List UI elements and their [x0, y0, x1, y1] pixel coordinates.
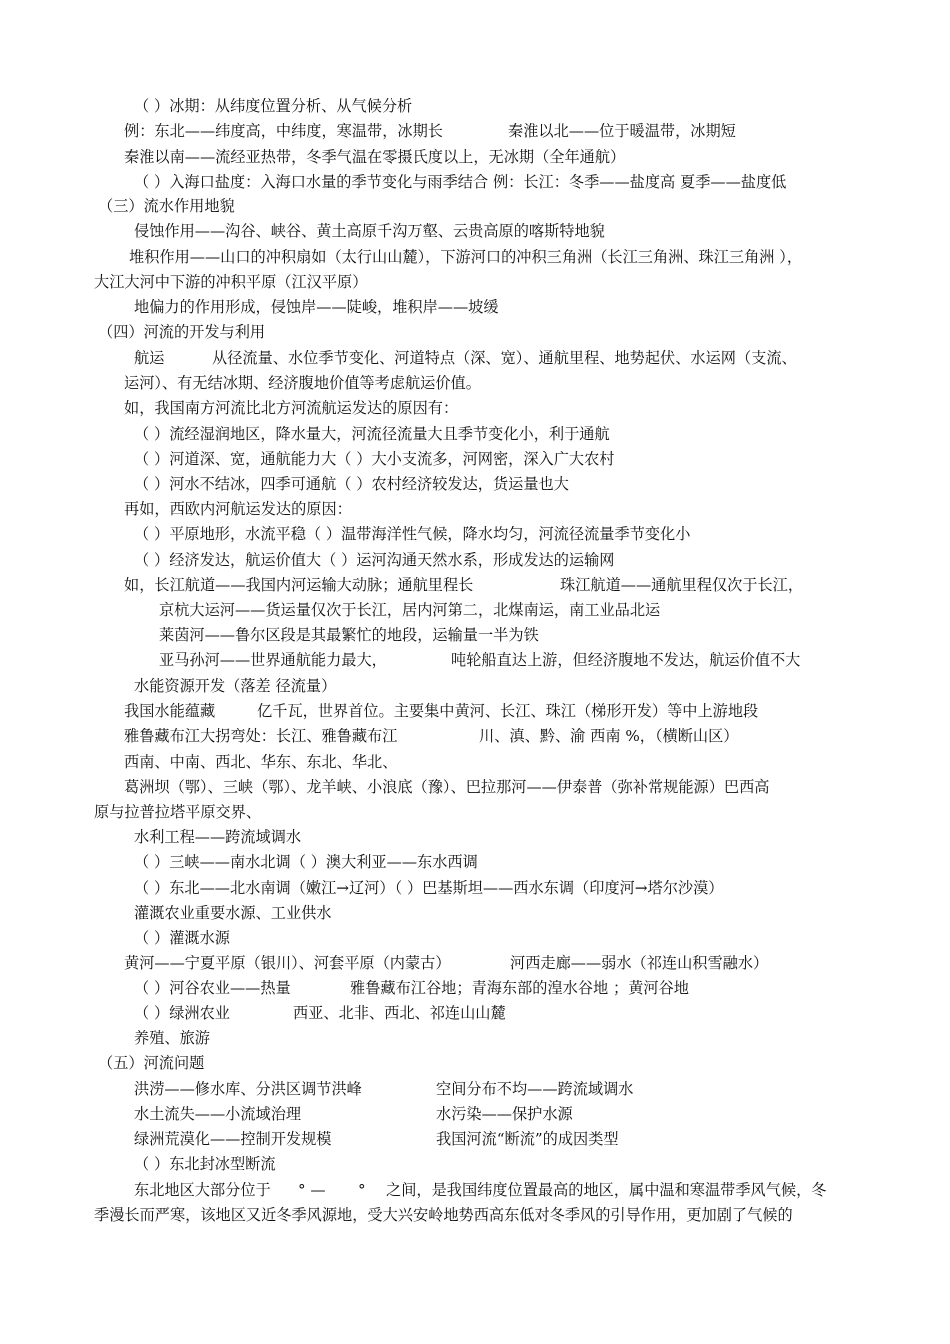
- text-segment: 灌溉农业重要水源、工业供水: [134, 904, 332, 922]
- text-segment: （四）河流的开发与利用: [98, 323, 266, 341]
- text-segment: （ ）灌溉水源: [134, 929, 230, 947]
- text-segment: 水利工程——跨流域调水: [134, 828, 302, 846]
- text-line: [134, 878, 723, 898]
- text-segment: 秦淮以北——位于暖温带，冰期短: [508, 122, 736, 140]
- text-line: [124, 752, 397, 772]
- text-segment: （ ）流经湿润地区，降水量大，河流径流量大且季节变化小，利于通航: [134, 425, 610, 443]
- text-segment: 之间，是我国纬度位置最高的地区，属中温和寒温带季风气候，冬: [386, 1181, 827, 1199]
- text-line: [134, 297, 499, 317]
- text-segment: 西南、中南、西北、华东、东北、华北、: [124, 753, 398, 771]
- text-line: [134, 524, 690, 544]
- text-segment: （ ）河水不结冰，四季可通航（ ）农村经济较发达，货运量也大: [134, 475, 569, 493]
- text-line: [134, 172, 786, 192]
- text-segment: 空间分布不均——跨流域调水: [436, 1080, 634, 1098]
- text-segment: 原与拉普拉塔平原交界、: [94, 803, 262, 821]
- text-line: [124, 499, 352, 519]
- text-segment: 吨轮船直达上游，但经济腹地不发达，航运价值不大: [451, 651, 801, 669]
- text-segment: 大江大河中下游的冲积平原（江汉平原）: [94, 273, 368, 291]
- text-segment: （五）河流问题: [98, 1054, 205, 1072]
- text-line: [134, 676, 336, 696]
- text-segment: （ ）东北——北水南调（嫩江→辽河）（ ）巴基斯坦——西水东调（印度河→塔尔沙漠）: [134, 879, 724, 897]
- text-segment: 我国河流“断流”的成因类型: [436, 1130, 619, 1148]
- text-segment: 如，长江航道——我国内河运输大动脉；通航里程长: [124, 576, 474, 594]
- text-segment: （ ）河道深、宽，通航能力大（ ）大小支流多，河网密，深入广大农村: [134, 450, 615, 468]
- text-segment: 如，我国南方河流比北方河流航运发达的原因有：: [124, 399, 459, 417]
- text-line: [134, 424, 610, 444]
- text-segment: 珠江航道——通航里程仅次于长江，: [560, 576, 803, 594]
- text-segment: （ ）三峡——南水北调（ ）澳大利亚——东水西调: [134, 853, 478, 871]
- text-line: [134, 1028, 210, 1048]
- section-heading: [98, 322, 265, 342]
- text-segment: 水能资源开发（落差 径流量）: [134, 677, 337, 695]
- text-segment: （ ）经济发达，航运价值大（ ）运河沟通天然水系，形成发达的运输网: [134, 551, 615, 569]
- text-line: [124, 147, 625, 167]
- text-segment: （ ）入海口盐度：入海口水量的季节变化与雨季结合 例：长江：冬季——盐度高 夏季——盐度低: [134, 173, 787, 191]
- text-line: [134, 550, 614, 570]
- text-line: [94, 802, 261, 822]
- text-line: [159, 600, 660, 620]
- text-segment: 水污染——保护水源: [436, 1105, 573, 1123]
- text-segment: 雅鲁藏布江大拐弯处：长江、雅鲁藏布江: [124, 727, 398, 745]
- text-line: [134, 449, 614, 469]
- text-segment: 河西走廊——弱水（祁连山积雪融水）: [510, 954, 769, 972]
- text-segment: 亿千瓦，世界首位。主要集中黄河、长江、珠江（梯形开发）等中上游地段: [257, 702, 759, 720]
- text-segment: 雅鲁藏布江谷地；青海东部的湟水谷地 ；黄河谷地: [350, 979, 689, 997]
- text-segment: 绿洲荒漠化——控制开发规模: [134, 1130, 332, 1148]
- text-segment: 水土流失——小流域治理: [134, 1105, 302, 1123]
- text-segment: 从径流量、水位季节变化、河道特点（深、宽）、通航里程、地势起伏、水运网（支流、: [212, 349, 797, 367]
- text-segment: 再如，西欧内河航运发达的原因：: [124, 500, 352, 518]
- text-segment: 地偏力的作用形成，侵蚀岸——陡峻，堆积岸——坡缓: [134, 298, 499, 316]
- text-segment: 堆积作用——山口的冲积扇如（太行山山麓），下游河口的冲积三角洲（长江三角洲、珠江三角洲 ），: [129, 248, 803, 266]
- text-segment: 运河）、有无结冰期、经济腹地价值等考虑航运价值。: [124, 374, 481, 392]
- text-segment: （ ）绿洲农业: [134, 1004, 230, 1022]
- text-line: [134, 474, 569, 494]
- text-segment: 洪涝——修水库、分洪区调节洪峰: [134, 1080, 362, 1098]
- section-heading: [98, 196, 235, 216]
- text-line: [124, 373, 481, 393]
- text-segment: ° —: [298, 1181, 326, 1199]
- text-line: [134, 221, 605, 241]
- text-segment: （ ）河谷农业——热量: [134, 979, 291, 997]
- text-segment: °: [358, 1181, 366, 1199]
- text-segment: 川、滇、黔、渝 西南 %，（横断山区）: [479, 727, 739, 745]
- text-segment: （三）流水作用地貌: [98, 197, 235, 215]
- text-segment: 西亚、北非、西北、祁连山山麓: [293, 1004, 506, 1022]
- text-line: [134, 1154, 276, 1174]
- text-line: [129, 247, 802, 267]
- text-segment: 季漫长而严寒，该地区又近冬季风源地，受大兴安岭地势西高东低对冬季风的引导作用，更加剧了气候的: [94, 1206, 793, 1224]
- text-line: [134, 827, 301, 847]
- text-segment: （ ）平原地形，水流平稳（ ）温带海洋性气候，降水均匀，河流径流量季节变化小: [134, 525, 691, 543]
- text-segment: 京杭大运河——货运量仅次于长江，居内河第二，北煤南运，南工业品北运: [159, 601, 661, 619]
- text-segment: 养殖、旅游: [134, 1029, 210, 1047]
- text-line: [134, 852, 478, 872]
- text-line: [124, 777, 769, 797]
- text-segment: 我国水能蕴藏: [124, 702, 216, 720]
- text-segment: 黄河——宁夏平原（银川）、河套平原（内蒙古）: [124, 954, 451, 972]
- text-line: [134, 96, 412, 116]
- text-segment: 航运: [134, 349, 165, 367]
- text-segment: 侵蚀作用——沟谷、峡谷、黄土高原千沟万壑、云贵高原的喀斯特地貌: [134, 222, 605, 240]
- text-line: [94, 272, 367, 292]
- text-segment: 亚马孙河——世界通航能力最大，: [159, 651, 387, 669]
- text-segment: 秦淮以南——流经亚热带，冬季气温在零摄氏度以上，无冰期（全年通航）: [124, 148, 626, 166]
- text-segment: 例：东北——纬度高，中纬度，寒温带，冰期长: [124, 122, 443, 140]
- text-line: [134, 903, 331, 923]
- text-segment: 莱茵河——鲁尔区段是其最繁忙的地段，运输量一半为铁: [159, 626, 539, 644]
- text-segment: （ ）冰期：从纬度位置分析、从气候分析: [134, 97, 413, 115]
- text-line: [159, 625, 539, 645]
- text-segment: （ ）东北封冰型断流: [134, 1155, 276, 1173]
- text-line: [94, 1205, 793, 1225]
- section-heading: [98, 1053, 204, 1073]
- text-segment: 葛洲坝（鄂）、三峡（鄂）、龙羊峡、小浪底（豫）、巴拉那河——伊泰普（弥补常规能源）巴西高: [124, 778, 770, 796]
- text-line: [124, 398, 458, 418]
- text-line: [134, 928, 230, 948]
- text-segment: 东北地区大部分位于: [134, 1181, 271, 1199]
